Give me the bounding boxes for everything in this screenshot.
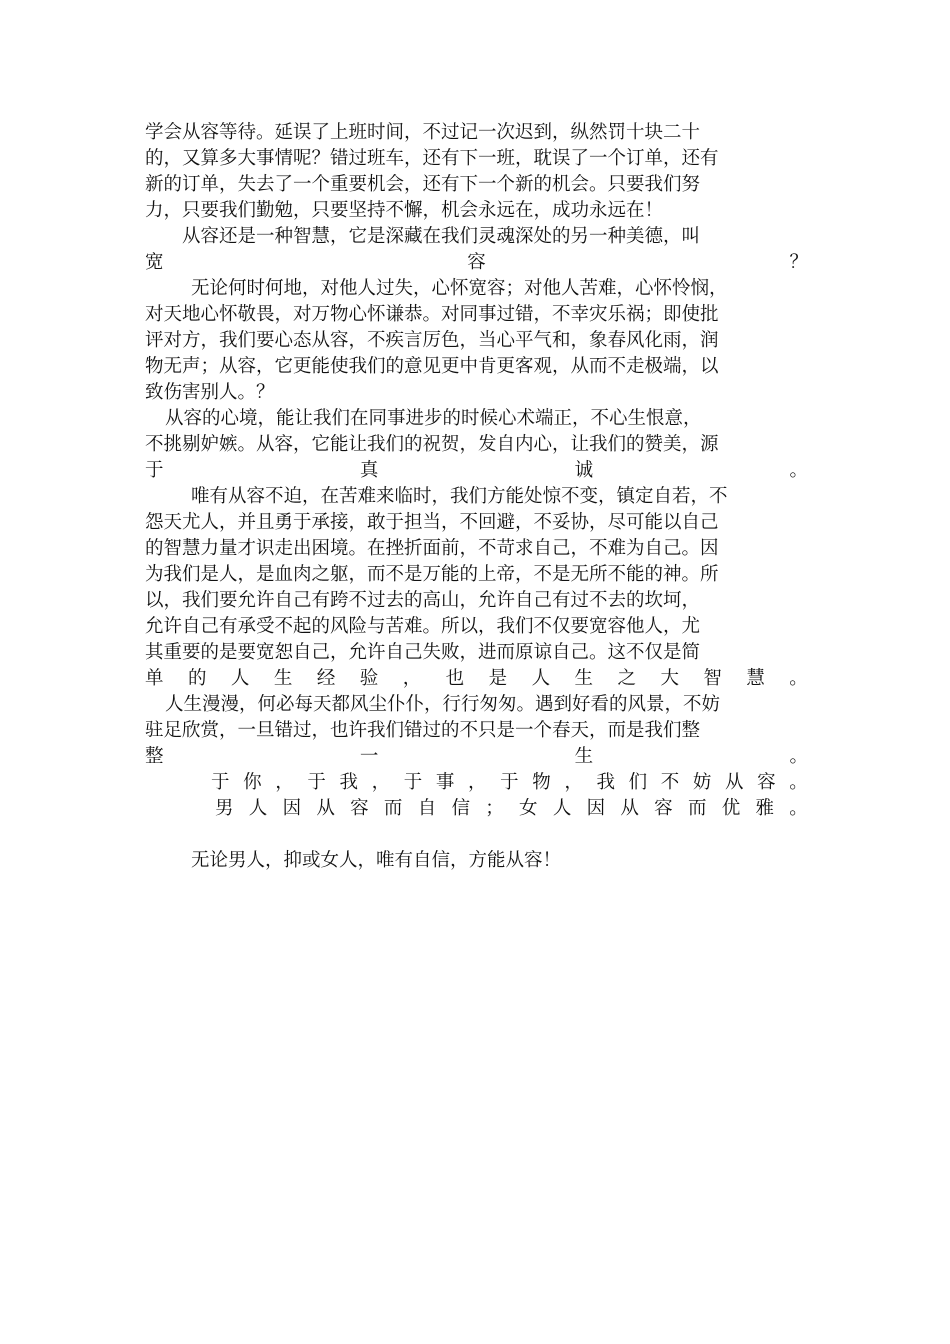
text-glyph: 智	[703, 668, 722, 689]
text-glyph: 。	[789, 460, 808, 481]
text-glyph: 物	[532, 772, 551, 793]
text-glyph: 而	[687, 798, 707, 819]
text-glyph: 女	[519, 798, 538, 819]
text-line: 新的订单，失去了一个重要机会，还有下一个新的机会。只要我们努	[145, 174, 701, 195]
text-line: 不挑剔妒嫉。从容，它能让我们的祝贺，发自内心，让我们的赞美，源	[145, 434, 719, 455]
text-glyph: 也	[445, 668, 465, 689]
text-line: 的，又算多大事情呢？错过班车，还有下一班，耽误了一个订单，还有	[145, 148, 719, 169]
text-glyph: ，	[468, 772, 487, 793]
text-glyph: 因	[586, 798, 606, 819]
text-glyph: 容	[467, 252, 486, 273]
text-glyph: 于	[403, 772, 423, 793]
text-line	[145, 796, 808, 822]
paragraph-gap	[145, 822, 808, 848]
text-glyph: 之	[617, 668, 636, 689]
text-glyph: 人	[552, 798, 572, 819]
text-line	[145, 744, 808, 770]
text-line: 力，只要我们勤勉，只要坚持不懈，机会永远在，成功永远在！	[145, 200, 664, 221]
text-line: 无论何时何地，对他人过失，心怀宽容；对他人苦难，心怀怜悯，	[191, 278, 728, 299]
text-line: 其重要的是要宽恕自己，允许自己失败，进而原谅自己。这不仅是简	[145, 642, 701, 663]
text-line: 人生漫漫，何必每天都风尘仆仆，行行匆匆。遇到好看的风景，不妨	[165, 694, 721, 715]
text-glyph: 从	[620, 798, 639, 819]
text-glyph: 是	[488, 668, 508, 689]
text-line: 学会从容等待。延误了上班时间，不过记一次迟到，纵然罚十块二十	[145, 122, 701, 143]
text-line	[145, 458, 808, 484]
text-line	[145, 666, 808, 692]
text-glyph: 优	[721, 798, 741, 819]
text-line: 驻足欣赏，一旦错过，也许我们错过的不只是一个春天，而是我们整	[145, 720, 701, 741]
text-line: 为我们是人，是血肉之躯，而不是万能的上帝，不是无所不能的神。所	[145, 564, 719, 585]
text-line: 怨天尤人，并且勇于承接，敢于担当，不回避，不妥协，尽可能以自己	[145, 512, 719, 533]
text-line: 从容的心境，能让我们在同事进步的时候心术端正，不心生恨意，	[165, 408, 702, 429]
text-glyph: ，	[275, 772, 294, 793]
text-glyph: 因	[282, 798, 302, 819]
text-glyph: 容	[350, 798, 369, 819]
text-glyph: 。	[789, 668, 808, 689]
text-glyph: 。	[789, 772, 808, 793]
text-line: 允许自己有承受不起的风险与苦难。所以，我们不仅要宽容他人，尤	[145, 616, 701, 637]
text-line: 以，我们要允许自己有跨不过去的高山，允许自己有过不去的坎坷，	[145, 590, 701, 611]
text-glyph: ；	[485, 798, 504, 819]
text-glyph: 从	[725, 772, 744, 793]
text-glyph: 大	[660, 668, 679, 689]
text-glyph: 不	[660, 772, 680, 793]
text-glyph: 于	[500, 772, 519, 793]
text-line: 无论男人，抑或女人，唯有自信，方能从容！	[191, 850, 562, 871]
text-glyph: 男	[215, 798, 234, 819]
text-glyph: 诚	[574, 460, 594, 481]
text-line	[145, 250, 808, 276]
text-glyph: 生	[574, 668, 594, 689]
text-glyph: 容	[757, 772, 776, 793]
text-glyph: 人	[531, 668, 551, 689]
text-glyph: 自	[417, 798, 437, 819]
text-glyph: 宽	[145, 252, 164, 273]
text-glyph: 生	[574, 746, 594, 767]
text-glyph: 于	[211, 772, 230, 793]
text-glyph: 一	[359, 746, 379, 767]
text-glyph: 信	[451, 798, 470, 819]
text-glyph: 的	[187, 668, 207, 689]
text-glyph: 你	[243, 772, 262, 793]
text-glyph: ？	[789, 252, 808, 273]
text-glyph: ，	[402, 668, 422, 689]
text-glyph: ，	[371, 772, 391, 793]
text-glyph: 人	[248, 798, 268, 819]
text-line: 评对方，我们要心态从容，不疾言厉色，当心平气和，象春风化雨，润	[145, 330, 719, 351]
text-glyph: 妨	[692, 772, 712, 793]
text-line: 从容还是一种智慧，它是深藏在我们灵魂深处的另一种美德，叫	[182, 226, 701, 247]
text-line	[145, 770, 808, 796]
text-glyph: ，	[564, 772, 583, 793]
text-line: 对天地心怀敬畏，对万物心怀谦恭。对同事过错，不幸灾乐祸；即使批	[145, 304, 719, 325]
text-glyph: 容	[654, 798, 673, 819]
text-glyph: 于	[307, 772, 326, 793]
text-line: 唯有从容不迫，在苦难来临时，我们方能处惊不变，镇定自若，不	[191, 486, 728, 507]
text-glyph: 我	[339, 772, 359, 793]
text-line: 的智慧力量才识走出困境。在挫折面前，不苛求自己，不难为自己。因	[145, 538, 719, 559]
text-glyph: 事	[435, 772, 455, 793]
text-glyph: 单	[145, 668, 164, 689]
text-line: 致伤害别人。？	[145, 382, 275, 403]
text-glyph: 验	[359, 668, 379, 689]
text-glyph: 生	[273, 668, 293, 689]
text-glyph: 们	[628, 772, 648, 793]
text-line: 物无声；从容，它更能使我们的意见更中肯更客观，从而不走极端，以	[145, 356, 719, 377]
text-glyph: 从	[316, 798, 335, 819]
text-glyph: 真	[359, 460, 379, 481]
text-glyph: 整	[145, 746, 164, 767]
text-glyph: 。	[789, 746, 808, 767]
text-glyph: 慧	[746, 668, 765, 689]
text-glyph: 我	[596, 772, 616, 793]
text-glyph: 。	[789, 798, 808, 819]
text-glyph: 经	[316, 668, 336, 689]
text-glyph: 于	[145, 460, 164, 481]
text-glyph: 而	[383, 798, 403, 819]
text-glyph: 人	[230, 668, 250, 689]
text-glyph: 雅	[755, 798, 775, 819]
document-body	[145, 120, 808, 874]
